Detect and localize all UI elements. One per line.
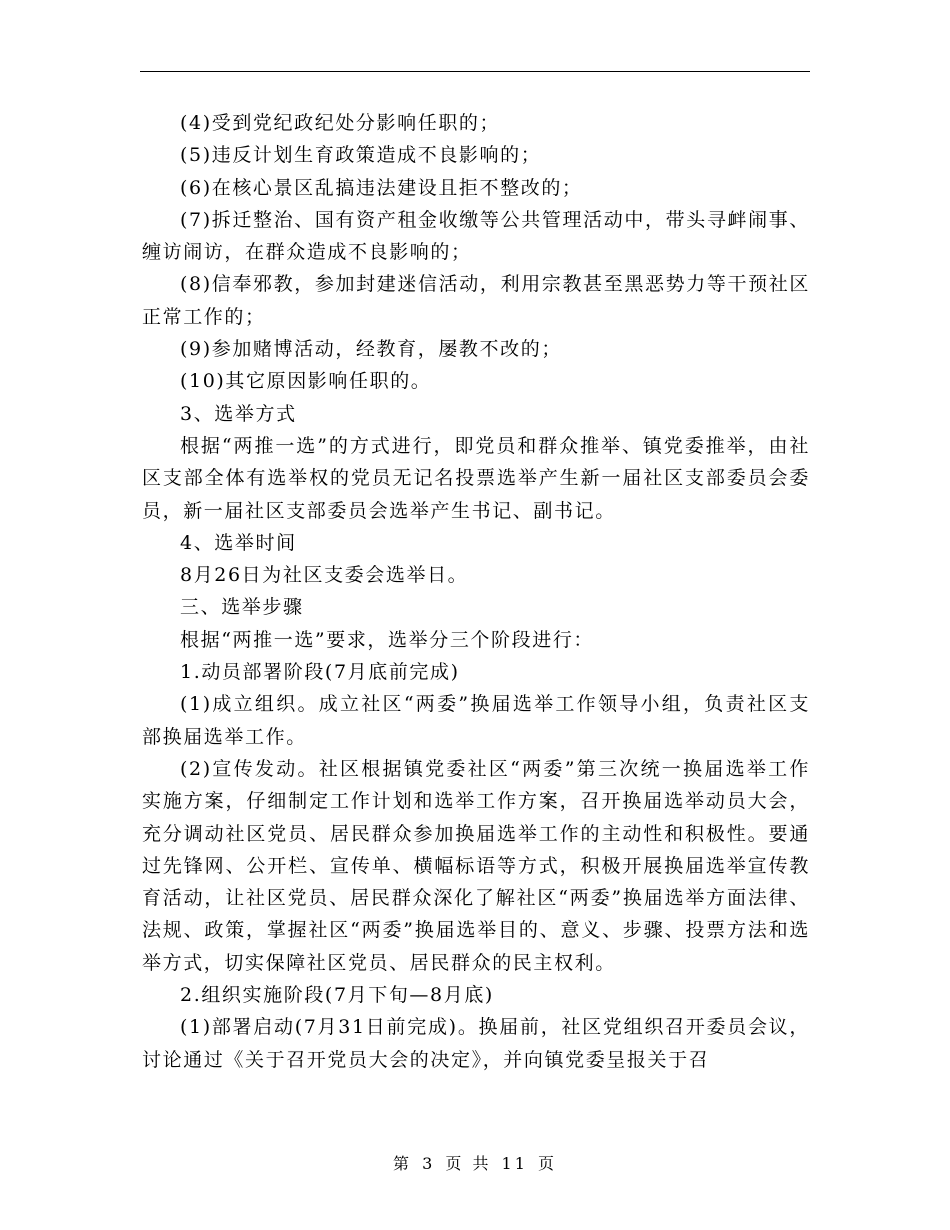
paragraph: (5)违反计划生育政策造成不良影响的；	[180, 144, 542, 167]
section-heading: 4、选举时间	[180, 531, 297, 554]
page-label-prefix: 第	[392, 1154, 412, 1173]
current-page-number: 3	[422, 1154, 436, 1173]
paragraph: (4)受到党纪政纪处分影响任职的；	[180, 112, 501, 134]
section-heading: 1.动员部署阶段(7月底前完成)	[180, 661, 460, 684]
section-heading: 2.组织实施阶段(7月下旬—8月底)	[180, 984, 494, 1007]
document-body	[142, 107, 810, 1076]
total-pages-number: 11	[501, 1154, 528, 1173]
paragraph: (10)其它原因影响任职的。	[180, 370, 432, 393]
paragraph: (1)部署启动(7月31日前完成)。换届前，社区党组织召开委员会议，讨论通过《关于召开党员大会的决定》，并向镇党委呈报关于召	[142, 1016, 810, 1071]
section-heading: 3、选举方式	[180, 402, 297, 425]
paragraph: (7)拆迁整治、国有资产租金收缴等公共管理活动中，带头寻衅闹事、缠访闹访，在群众造成不良影响的；	[142, 208, 810, 264]
page-label-middle: 页 共	[445, 1154, 492, 1173]
paragraph: (8)信奉邪教，参加封建迷信活动，利用宗教甚至黑恶势力等干预社区正常工作的；	[142, 273, 810, 328]
page-label-suffix: 页	[538, 1154, 558, 1173]
paragraph: 根据“两推一选”要求，选举分三个阶段进行：	[180, 628, 595, 651]
paragraph: (9)参加赌博活动，经教育，屡教不改的；	[180, 338, 562, 361]
paragraph: 8月26日为社区支委会选举日。	[180, 564, 469, 587]
paragraph: 根据“两推一选”的方式进行，即党员和群众推举、镇党委推举，由社区支部全体有选举权的党员无记名投票选举产生新一届社区支部委员会委员，新一届社区支部委员会选举产生书记、副书记。	[142, 434, 810, 522]
paragraph: (6)在核心景区乱搞违法建设且拒不整改的；	[180, 176, 583, 199]
paragraph: (2)宣传发动。社区根据镇党委社区“两委”第三次统一换届选举工作实施方案，仔细制定工作计划和选举工作方案，召开换届选举动员大会，充分调动社区党员、居民群众参加换届选举工作的主动性和积极性。要通过先锋网、公开栏、宣传单、横幅标语等方式，积极开展换届选举宣传教育活动，让社区党员、居民群众深化了解社区“两委”换届选举方面法律、法规、政策，掌握社区“两委”换届选举目的、意义、步骤、投票方法和选举方式，切实保障社区党员、居民群众的民主权利。	[142, 757, 810, 974]
paragraph: (1)成立组织。成立社区“两委”换届选举工作领导小组，负责社区支部换届选举工作。	[142, 693, 810, 748]
section-heading: 三、选举步骤	[180, 596, 304, 619]
page-footer	[0, 1152, 950, 1176]
header-rule	[140, 71, 810, 72]
